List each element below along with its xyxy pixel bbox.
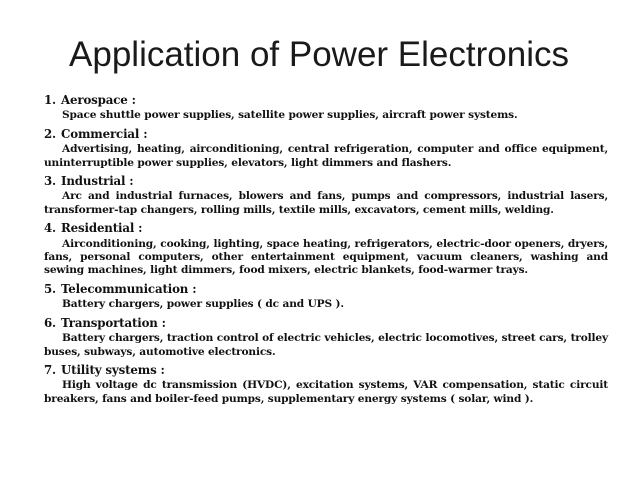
section-title: Telecommunication : — [61, 281, 197, 296]
section-body: Battery chargers, traction control of electric vehicles, electric locomotives, street cars, trolley buses, subways, automotive electronics. — [44, 332, 608, 358]
section-industrial — [44, 175, 608, 217]
section-body: Arc and industrial furnaces, blowers and fans, pumps and compressors, industrial lasers, transformer-tap changers, rolling mills, textile mills, excavators, cement mills, welding. — [44, 190, 608, 216]
section-number: 3. — [44, 174, 57, 189]
section-residential — [44, 222, 608, 278]
section-title: Transportation : — [61, 315, 166, 330]
section-heading — [44, 222, 608, 235]
section-transportation — [44, 317, 608, 359]
section-body: Space shuttle power supplies, satellite power supplies, aircraft power systems. — [62, 109, 518, 122]
section-number: 6. — [44, 315, 57, 330]
section-title: Utility systems : — [61, 362, 165, 377]
section-heading — [44, 317, 608, 330]
section-telecommunication — [44, 283, 608, 312]
section-heading — [44, 283, 608, 296]
section-commercial — [44, 128, 608, 170]
section-body: High voltage dc transmission (HVDC), excitation systems, VAR compensation, static circuit breakers, fans and boiler-feed pumps, supplementary energy systems ( solar, wind ). — [44, 379, 608, 405]
section-aerospace — [44, 94, 608, 123]
section-number: 1. — [44, 93, 57, 107]
section-utility-systems — [44, 364, 608, 406]
section-body: Battery chargers, power supplies ( dc and UPS ). — [62, 298, 344, 311]
section-number: 5. — [44, 281, 57, 296]
section-heading — [44, 94, 608, 107]
scanned-text-block — [44, 94, 608, 411]
slide-title: Application of Power Electronics — [69, 35, 569, 74]
section-heading — [44, 175, 608, 188]
section-body: Advertising, heating, airconditioning, central refrigeration, computer and office equipment, uninterruptible power supplies, elevators, light dimmers and flashers. — [44, 143, 608, 169]
section-body: Airconditioning, cooking, lighting, space heating, refrigerators, electric-door openers, dryers, fans, personal computers, other entertainment equipment, vacuum cleaners, washing and sewing machines, light dimmers, food mixers, electric blankets, food-warmer trays. — [44, 237, 608, 277]
section-number: 2. — [44, 126, 57, 141]
section-title: Industrial : — [61, 174, 134, 189]
section-number: 4. — [44, 221, 57, 236]
section-number: 7. — [44, 362, 57, 377]
section-heading — [44, 128, 608, 141]
section-heading — [44, 364, 608, 377]
section-title: Commercial : — [61, 126, 148, 141]
section-title: Residential : — [61, 221, 143, 236]
section-title: Aerospace : — [61, 93, 136, 107]
